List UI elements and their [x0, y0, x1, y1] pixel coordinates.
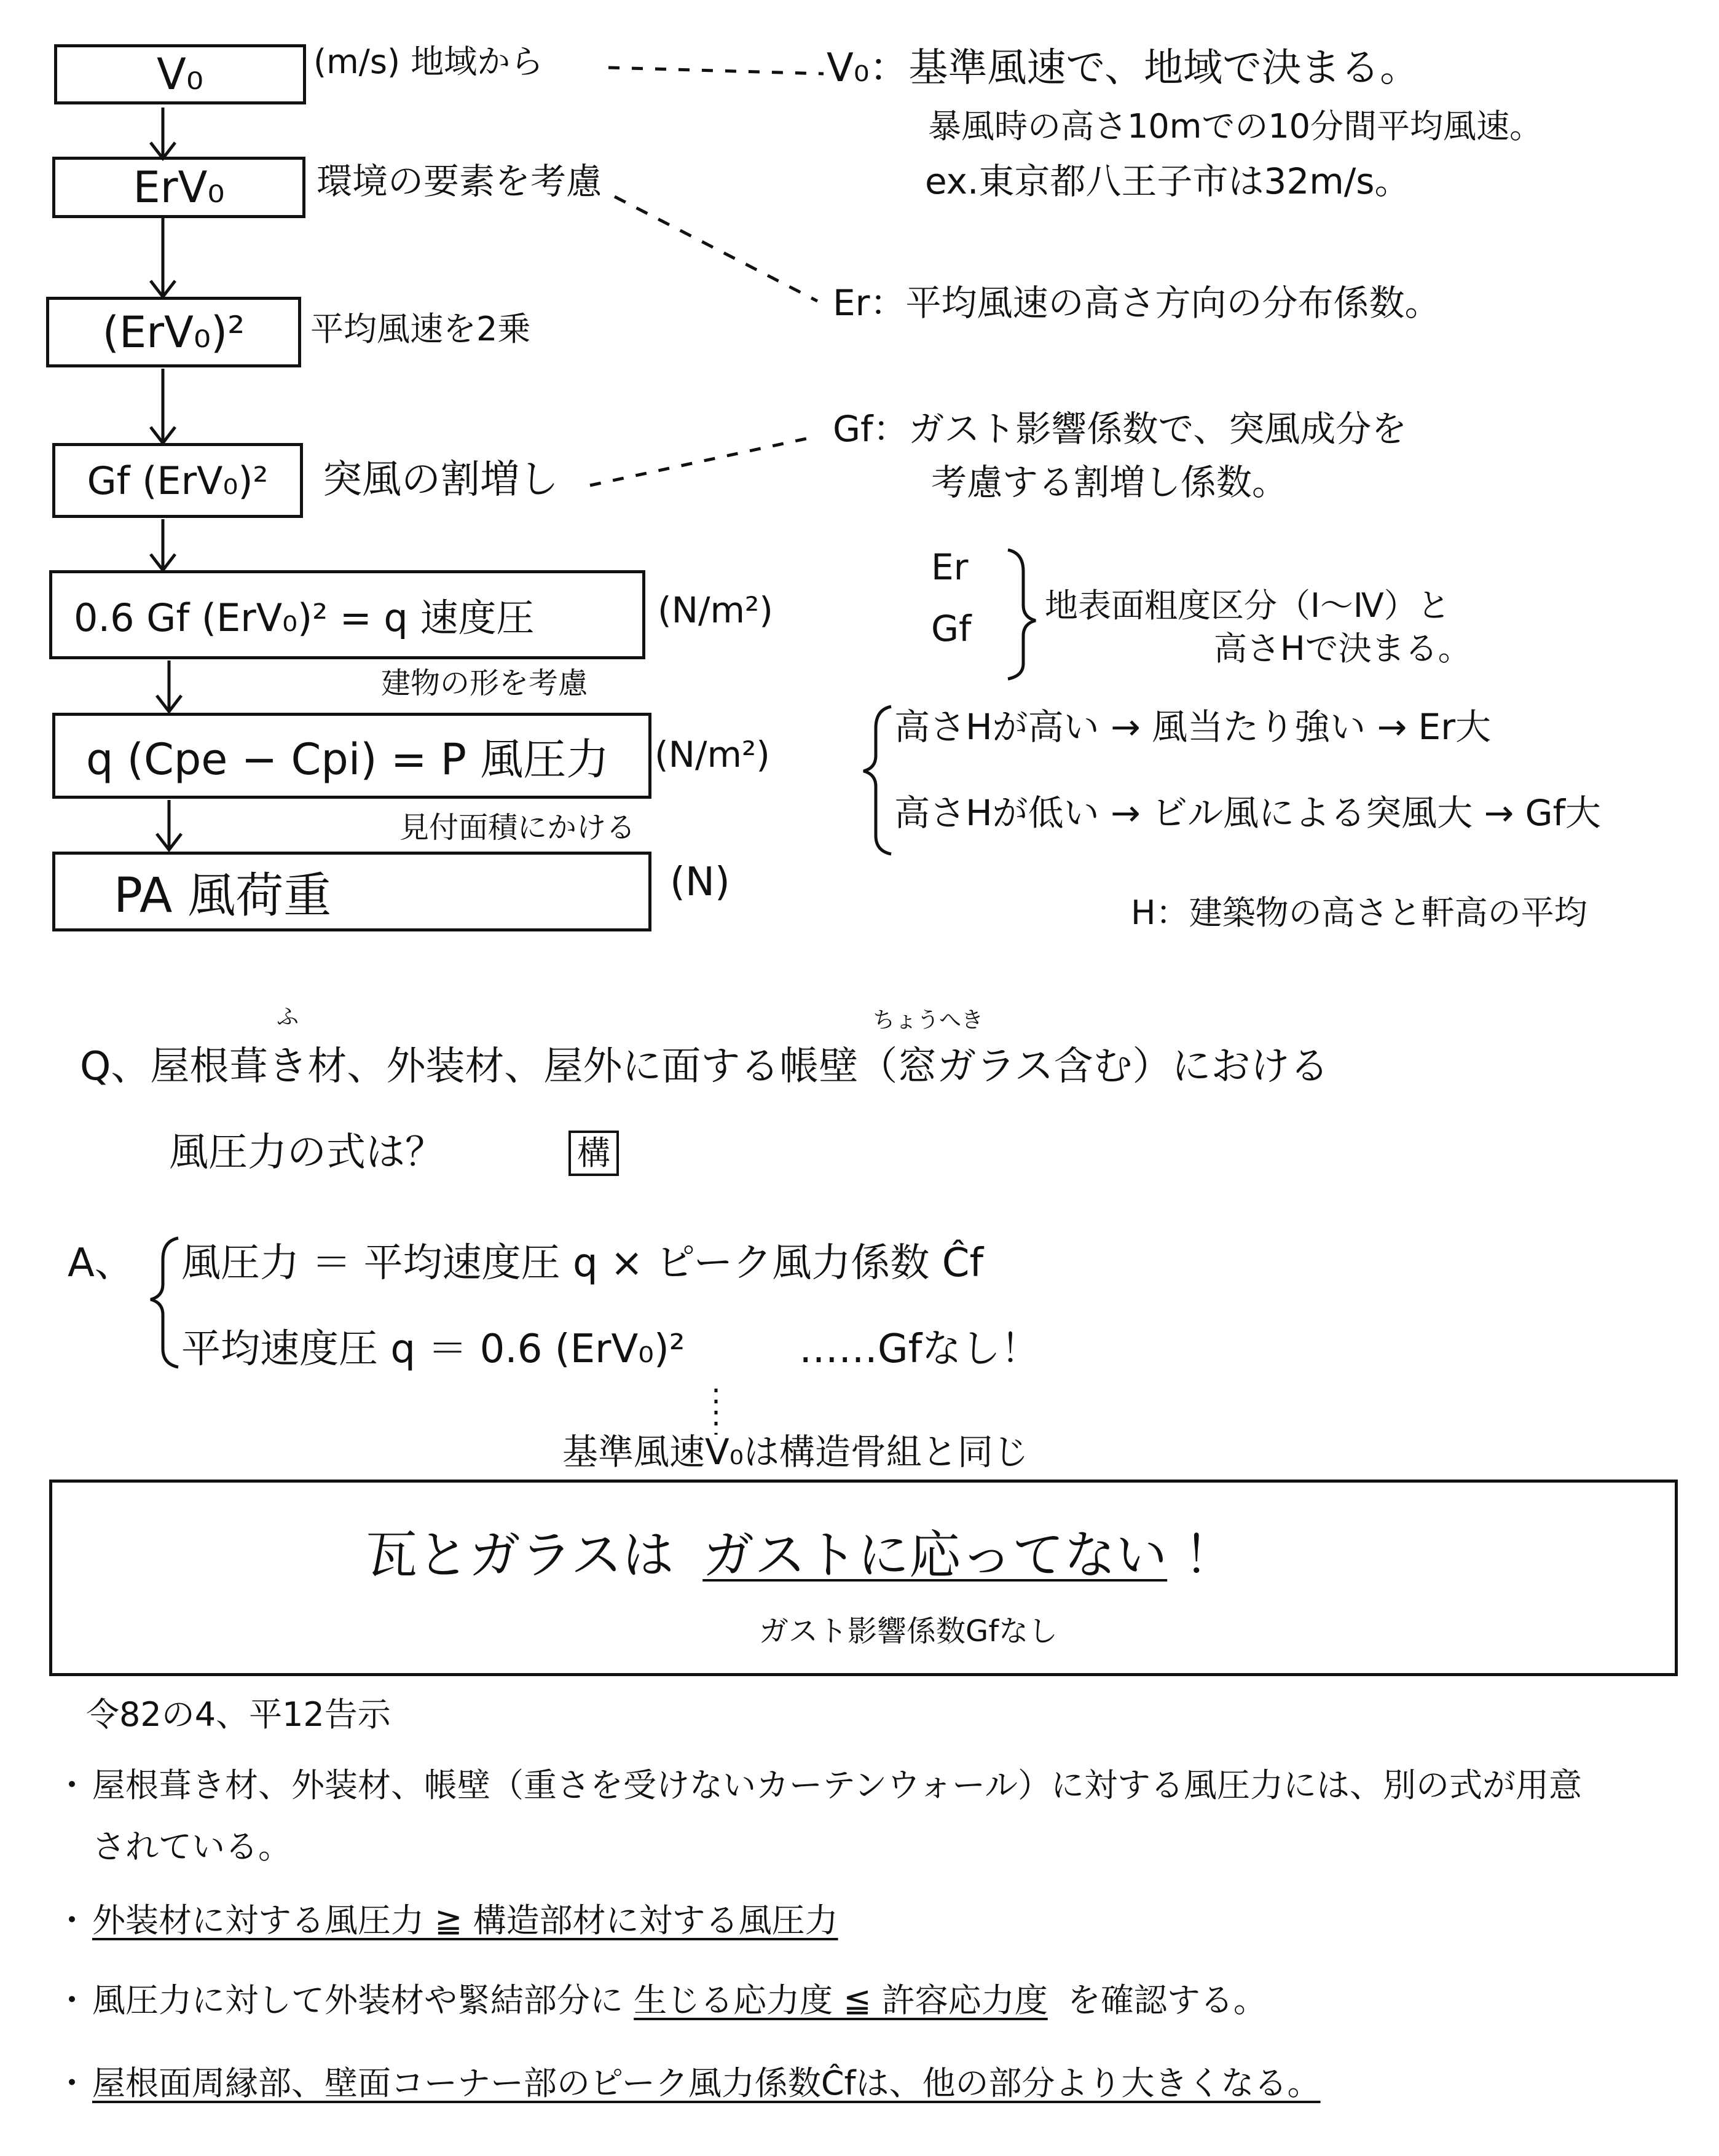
bullet-4: 屋根面周縁部、壁面コーナー部のピーク風力係数Ĉfは、他の部分より大きくなる。 [92, 2064, 1321, 2103]
q-ruby-fu: ふ [277, 1005, 299, 1030]
bullet-dot-1: ・ [55, 1766, 89, 1805]
answer-line-3: 基準風速V₀は構造骨組と同じ [562, 1431, 1029, 1473]
bullet-3-underlined: 生じる応力度 ≦ 許容応力度 [634, 1981, 1048, 2020]
bullet-dot-4: ・ [55, 2064, 89, 2103]
bullet-2: 外装材に対する風圧力 ≧ 構造部材に対する風圧力 [92, 1901, 838, 1940]
answer-label: A、 [68, 1241, 134, 1286]
def-v0-detail: 暴風時の高さ10mでの10分間平均風速。 [928, 107, 1543, 146]
relation-low: 高さHが低い → ビル風による突風大 → Gf大 [894, 792, 1601, 834]
q-ruby-chouheki: ちょうへき [873, 1008, 984, 1033]
brace-text-2: 高さHで決まる。 [1214, 629, 1471, 668]
callout-sub: ガスト影響係数Gfなし [759, 1614, 1058, 1648]
def-h: H：建築物の高さと軒高の平均 [1131, 893, 1587, 932]
flow-box-wind-pressure: q (Cpe − Cpi) = P 風圧力 [52, 713, 651, 799]
bullet-dot-2: ・ [55, 1901, 89, 1940]
question-tag-box [568, 1131, 619, 1176]
flow-note-shape: 建物の形を考慮 [381, 666, 588, 700]
bullet-3-pre: 風圧力に対して外装材や緊結部分に [92, 1981, 623, 2020]
flow-box-v0: V₀ [54, 44, 306, 104]
bullet-3 [92, 1982, 1267, 2020]
bullet-dot-3: ・ [55, 1981, 89, 2020]
flow-box-velocity-pressure: 0.6 Gf (ErV₀)² = q 速度圧 [49, 570, 645, 659]
callout-main-post: ！ [1183, 1525, 1235, 1585]
callout-main-pre: 瓦とガラスは [366, 1525, 674, 1585]
question-tag: 構 [577, 1134, 610, 1172]
flow-note-erv0: 環境の要素を考慮 [317, 160, 602, 202]
answer-line-2: 平均速度圧 q ＝ 0.6 (ErV₀)² [181, 1327, 685, 1372]
def-er: Er：平均風速の高さ方向の分布係数。 [833, 282, 1441, 324]
flow-box-gf: Gf (ErV₀)² [52, 443, 303, 518]
flow-note-area: 見付面積にかける [399, 810, 636, 845]
flow-note-squared: 平均風速を2乗 [310, 310, 531, 348]
answer-line-2-note: ……Gfなし！ [799, 1327, 1040, 1372]
relation-high: 高さHが高い → 風当たり強い → Er大 [894, 706, 1492, 748]
flow-box-erv0: ErV₀ [52, 157, 305, 218]
brace-text-1: 地表面粗度区分（Ⅰ〜Ⅳ）と [1045, 586, 1450, 625]
def-gf: Gf：ガスト影響係数で、突風成分を [833, 408, 1407, 450]
def-v0-example: ex.東京都八王子市は32m/s。 [925, 160, 1410, 202]
flow-box-erv0-squared: (ErV₀)² [46, 297, 301, 367]
callout-main [366, 1526, 1235, 1585]
flow-unit-p: (N/m²) [655, 734, 770, 775]
callout-main-underlined: ガストに応ってない [702, 1525, 1168, 1585]
def-v0: V₀：基準風速で、地域で決まる。 [827, 45, 1420, 91]
bullet-1: 屋根葺き材、外装材、帳壁（重さを受けないカーテンウォール）に対する風圧力には、別の式が用意 [92, 1766, 1583, 1805]
flow-note-gf: 突風の割増し [323, 457, 559, 503]
bullet-1-cont: されている。 [92, 1827, 291, 1866]
flow-note-v0: (m/s) 地域から [313, 42, 544, 81]
question-line-1: Q、屋根葺き材、外装材、屋外に面する帳壁（窓ガラス含む）における [80, 1044, 1329, 1089]
brace-sym-er: Er [931, 546, 969, 588]
question-line-2: 風圧力の式は？ [169, 1130, 444, 1175]
reference: 令82の4、平12告示 [86, 1695, 391, 1734]
brace-sym-gf: Gf [931, 608, 972, 649]
bullet-3-post: を確認する。 [1067, 1981, 1267, 2020]
callout-box [49, 1480, 1678, 1676]
flow-unit-q: (N/m²) [658, 589, 773, 631]
flow-unit-pa: (N) [670, 860, 730, 905]
answer-line-1: 風圧力 ＝ 平均速度圧 q × ピーク風力係数 Ĉf [181, 1241, 983, 1286]
flow-box-wind-load: PA 風荷重 [52, 852, 651, 931]
def-gf-cont: 考慮する割増し係数。 [931, 461, 1288, 503]
